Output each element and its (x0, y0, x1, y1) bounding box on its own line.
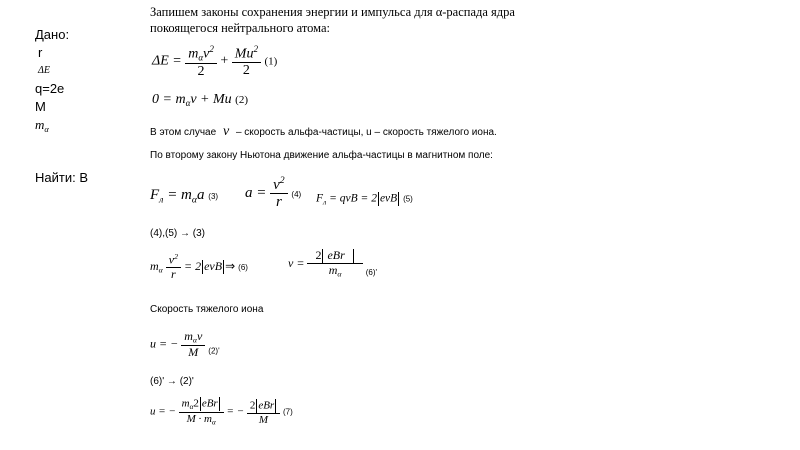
given-m: m (35, 117, 45, 132)
eq1-lhs: ΔE = (152, 53, 182, 69)
eq6p-m-sub: α (337, 269, 342, 279)
intro-line-1: Запишем законы сохранения энергии и импульса для α-распада ядра (150, 5, 515, 19)
intro-line-2: покоящегося нейтрального атома: (150, 21, 331, 35)
equation-2-prime (150, 330, 220, 359)
eq1-m: m (188, 46, 199, 62)
eq6-v: v (168, 252, 175, 267)
eq6p-bar-right (353, 249, 354, 263)
given-q: q=2e (35, 81, 65, 96)
eq6-rhs: = 2 (184, 258, 202, 273)
eq7-eBr-2: eBr (258, 399, 275, 412)
eq6-bar-right (223, 260, 224, 274)
eq6p-v: v = (288, 256, 305, 271)
eq5-label: (5) (403, 194, 413, 204)
eq6p-bar-left (322, 249, 323, 263)
eq4-a: a = (245, 184, 267, 201)
eq5-bar-left (378, 192, 379, 206)
eq1-pow1: 2 (209, 44, 214, 54)
eq2-sub: α (185, 98, 191, 109)
eq7-two-2: 2 (249, 399, 256, 412)
eq5-eq: = qvB = 2 (329, 192, 377, 205)
eq6-arrow: ⇒ (225, 258, 236, 273)
eq7-bar-1r (219, 397, 220, 411)
eq7-M: M (258, 413, 269, 426)
equation-6 (150, 253, 248, 281)
equation-1 (152, 44, 277, 79)
eq3-sub: α (191, 194, 198, 206)
eq3-F: F (150, 187, 160, 203)
eq6p-two: 2 (315, 248, 322, 262)
eq4-pow: 2 (279, 175, 285, 186)
eq6p-m: m (328, 263, 338, 278)
eq1-den2: 2 (242, 63, 250, 79)
eq7-m: m (181, 397, 190, 410)
eq7-two-1: 2 (193, 397, 199, 410)
eq6-m: m (150, 258, 159, 273)
eq6-sub: α (158, 265, 163, 275)
eq2-expr: 0 = m (152, 92, 186, 107)
eq6-frac (166, 253, 181, 281)
eq4-label: (4) (291, 189, 302, 199)
eq5-F: F (316, 192, 324, 205)
intro-text (150, 4, 515, 36)
eq5-F-sub: л (323, 197, 327, 207)
note-1 (150, 124, 497, 140)
eq7-eq: = − (226, 405, 245, 418)
eq2p-m: m (184, 329, 193, 343)
equation-5 (316, 192, 413, 206)
equation-3 (150, 187, 218, 205)
equation-6-prime (288, 249, 377, 280)
given-M: M (35, 99, 46, 114)
eq1-v: v (203, 46, 210, 62)
given-delta-e: ΔE (38, 65, 50, 76)
given-header: Дано: (35, 27, 70, 42)
eq4-v: v (273, 176, 280, 193)
given-r: r (38, 45, 43, 60)
eq3-F-sub: л (159, 194, 164, 206)
eq3-a: a (197, 187, 205, 203)
find-label: Найти: B (35, 170, 88, 185)
eq7-label: (7) (282, 407, 293, 417)
eq7-bar-1l (200, 397, 201, 411)
note-2: По второму закону Ньютона движение альфа-частицы в магнитном поле: (150, 150, 493, 161)
given-m-alpha (35, 116, 69, 134)
eq1-label: (1) (264, 55, 278, 68)
equation-2 (152, 92, 248, 108)
eq2p-m-sub: α (192, 335, 197, 345)
eq1-plus: + (220, 53, 229, 69)
note1-suffix: – скорость альфа-частицы, u – скорость тяжелого иона. (235, 127, 497, 138)
eq6-label: (6) (238, 262, 248, 272)
eq7-eBr-1: eBr (201, 397, 218, 410)
eq1-frac-1 (185, 44, 217, 79)
equation-4 (245, 176, 301, 211)
eq7-bar-2r (275, 399, 276, 413)
eq2p-M: M (188, 345, 199, 360)
substitution-1: (4),(5) → (3) (150, 228, 205, 239)
eq7-den1: M · m (186, 412, 212, 425)
given-block (35, 26, 69, 134)
given-m-sub: α (44, 123, 49, 134)
eq7-frac-1 (179, 397, 224, 427)
eq2-rest: v + Mu (190, 92, 232, 107)
eq6-r: r (171, 266, 176, 281)
eq7-frac-2 (247, 399, 280, 426)
eq6-pow: 2 (174, 252, 178, 261)
substitution-2: (6)' → (2)' (150, 376, 194, 387)
eq7-m-sub: α (189, 403, 194, 412)
eq1-Mu: Mu (234, 46, 254, 62)
eq2p-v: v (196, 329, 203, 343)
eq1-m-sub: α (198, 52, 204, 63)
eq2p-u: u = − (150, 336, 179, 351)
note1-var: v (222, 124, 230, 139)
eq6p-label: (6)' (365, 268, 378, 278)
heavy-ion-heading: Скорость тяжелого иона (150, 304, 264, 315)
eq3-eq: = m (167, 187, 192, 203)
equation-7 (150, 397, 293, 427)
eq3-label: (3) (208, 192, 219, 201)
eq6p-eBr: eBr (327, 248, 345, 262)
eq4-frac (270, 176, 288, 211)
note1-prefix: В этом случае (150, 127, 217, 138)
eq6-evB: evB (204, 258, 223, 273)
eq7-u: u = − (150, 405, 176, 418)
eq7-den1-sub: α (211, 418, 216, 427)
eq2p-label: (2)' (208, 346, 220, 356)
eq6p-frac (307, 249, 362, 280)
eq5-bar-right (398, 192, 399, 206)
eq1-den1: 2 (197, 63, 205, 79)
eq5-evB: evB (379, 192, 398, 205)
eq1-pow2: 2 (253, 44, 259, 55)
eq6-bar-left (202, 260, 203, 274)
eq2p-frac (181, 330, 205, 359)
eq4-r: r (275, 194, 282, 211)
eq1-frac-2 (232, 44, 261, 78)
eq2-label: (2) (235, 94, 248, 106)
